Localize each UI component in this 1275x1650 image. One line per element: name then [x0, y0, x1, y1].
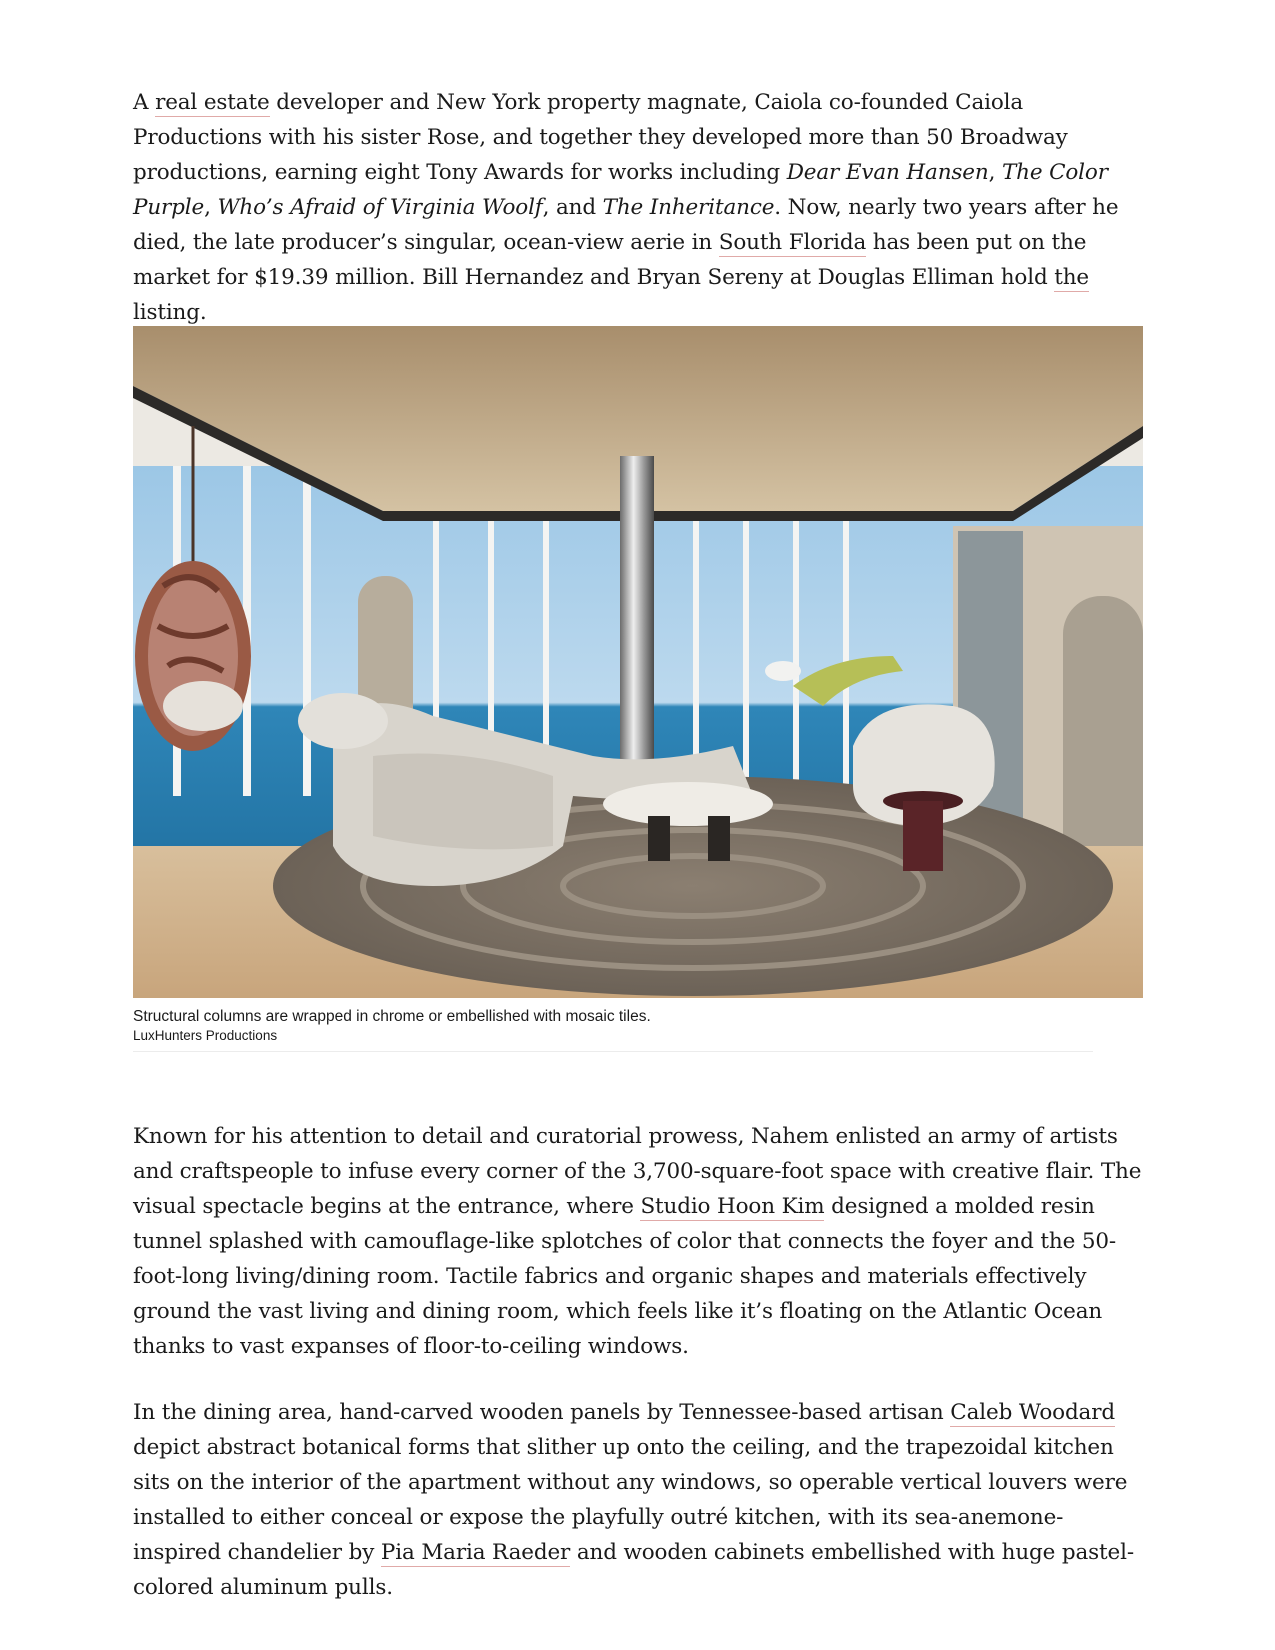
- paragraph-text: A: [133, 90, 156, 115]
- paragraph-text: has been put on the market for $19.39 million. Bill Hernandez and Bryan Sereny at Douglas Elliman hold: [133, 230, 1087, 290]
- paragraph-text: depict abstract botanical forms that slither up onto the ceiling, and the trapezoidal kitchen sits on the interior of the apartment without any windows, so operable vertical louvers were installed to either conceal or expose the playfully outré kitchen, with its sea-anemone-inspired chandelier by: [133, 1435, 1128, 1565]
- article-paragraph-3: [133, 1395, 1143, 1605]
- real-estate-link[interactable]: real estate: [155, 90, 270, 115]
- living-room-photo: [133, 326, 1143, 998]
- paragraph-text: , and: [542, 195, 603, 220]
- paragraph-text: In the dining area, hand-carved wooden panels by Tennessee-based artisan: [133, 1400, 951, 1425]
- figure-caption: Structural columns are wrapped in chrome or embellished with mosaic tiles.: [133, 1008, 651, 1025]
- studio-hoon-kim-link[interactable]: Studio Hoon Kim: [640, 1194, 825, 1219]
- work-title-color-purple: The Color Purple: [133, 160, 1108, 220]
- caleb-woodard-link[interactable]: Caleb Woodard: [950, 1400, 1115, 1425]
- paragraph-text: ,: [204, 195, 218, 220]
- work-title-inheritance: The Inheritance: [602, 195, 775, 220]
- work-title-virginia-woolf: Who’s Afraid of Virginia Woolf: [217, 195, 543, 220]
- pia-maria-raeder-link[interactable]: Pia Maria Raeder: [380, 1540, 571, 1565]
- paragraph-text: Known for his attention to detail and curatorial prowess, Nahem enlisted an army of artists and craftspeople to infuse every corner of the 3,700-square-foot space with creative flair. The visual spectacle begins at the entrance, where: [133, 1124, 1142, 1219]
- figure-divider: [133, 1051, 1093, 1052]
- article-paragraph-1: [133, 85, 1143, 330]
- the-listing-link[interactable]: the listing: [133, 265, 1090, 325]
- article-paragraph-2: [133, 1119, 1143, 1364]
- paragraph-text: ,: [988, 160, 1002, 185]
- south-florida-link[interactable]: South Florida: [718, 230, 867, 255]
- paragraph-text: and wooden cabinets embellished with huge pastel-colored aluminum pulls.: [133, 1540, 1134, 1600]
- photo-credit: LuxHunters Productions: [133, 1028, 278, 1043]
- work-title-dear-evan-hansen: Dear Evan Hansen: [786, 160, 989, 185]
- paragraph-text: developer and New York property magnate, Caiola co-founded Caiola Productions with his sister Rose, and together they developed more than 50 Broadway productions, earning eight Tony Awards for works including: [133, 90, 1068, 185]
- paragraph-text: .: [199, 300, 207, 325]
- paragraph-text: designed a molded resin tunnel splashed with camouflage-like splotches of color that connects the foyer and the 50-foot-long living/dining room. Tactile fabrics and organic shapes and materials effectively ground the vast living and dining room, which feels like it’s floating on the Atlantic Ocean thanks to vast expanses of floor-to-ceiling windows.: [133, 1194, 1117, 1359]
- article-figure: [133, 326, 1143, 1052]
- paragraph-text: . Now, nearly two years after he died, the late producer’s singular, ocean-view aerie in: [133, 195, 1119, 255]
